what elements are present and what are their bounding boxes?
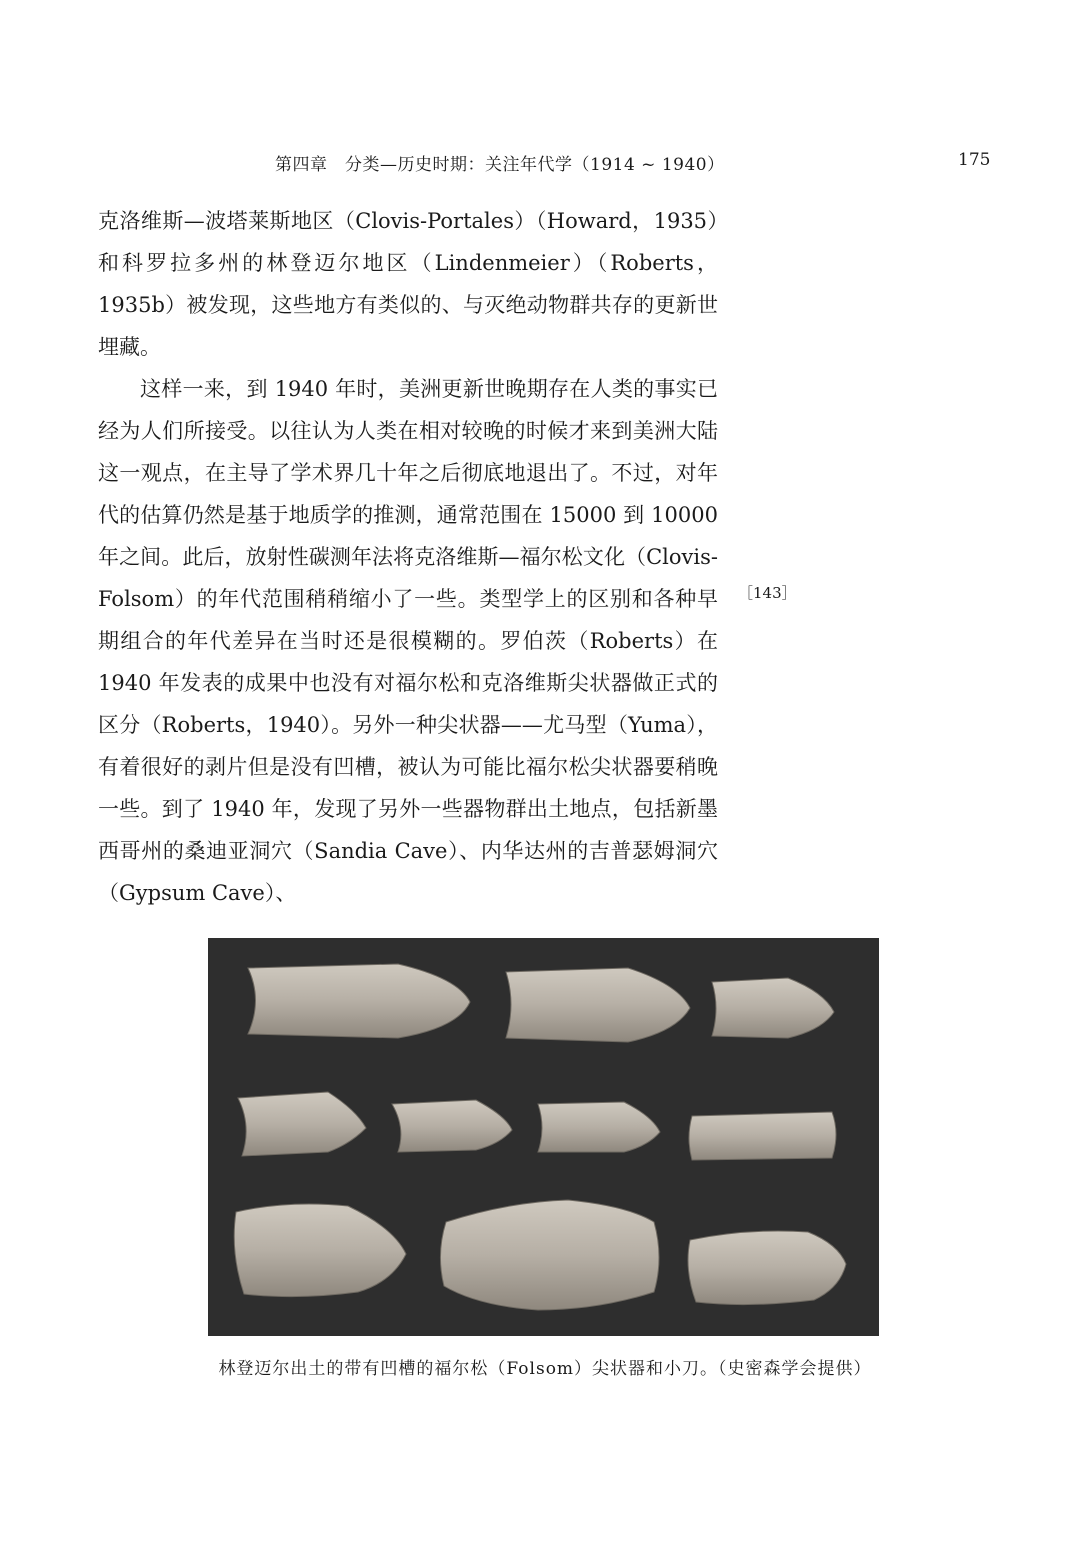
knife-1: [234, 1204, 406, 1297]
folsom-point-3: [712, 978, 834, 1038]
artifact-photo: [208, 938, 879, 1336]
paragraph-2: 这样一来，到 1940 年时，美洲更新世晚期存在人类的事实已经为人们所接受。以往认为人类在相对较晚的时候才来到美洲大陆这一观点，在主导了学术界几十年之后彻底地退出了。不过，对年代的估算仍然是基于地质学的推测，通常范围在 15000 到 10000 年之间。此后，放射性碳测年法将克洛维斯—福尔松文化（Clovis-Folsom）的年代范围稍稍缩小了一些。类型学上的区别和各种早期组合的年代差异在当时还是很模糊的。罗伯茨（Roberts）在 1940 年发表的成果中也没有对福尔松和克洛维斯尖状器做正式的区分（Roberts，1940）。另外一种尖状器——尤马型（Yuma），有着很好的剥片但是没有凹槽，被认为可能比福尔松尖状器要稍晚一些。到了 1940 年，发现了另外一些器物群出土地点，包括新墨西哥州的桑迪亚洞穴（Sandia Cave）、内华达州的吉普瑟姆洞穴（Gypsum Cave）、: [98, 377, 718, 905]
knife-2: [440, 1200, 659, 1310]
folsom-point-2: [506, 968, 690, 1042]
margin-note: ［143］: [738, 584, 797, 602]
knife-3: [688, 1231, 846, 1305]
folsom-point-1: [248, 964, 470, 1038]
page-number: 175: [958, 150, 991, 170]
folsom-point-6: [538, 1102, 660, 1152]
folsom-point-5: [392, 1100, 512, 1152]
folsom-point-4: [238, 1092, 366, 1156]
running-head: 第四章 分类—历史时期：关注年代学（1914 ~ 1940）: [275, 155, 725, 175]
folsom-point-7: [689, 1112, 836, 1160]
paragraph-1: 克洛维斯—波塔莱斯地区（Clovis-Portales）（Howard，1935）和科罗拉多州的林登迈尔地区（Lindenmeier）（Roberts，1935b）被发现，这些地方有类似的、与灭绝动物群共存的更新世埋藏。: [98, 209, 718, 359]
figure-caption: 林登迈尔出土的带有凹槽的福尔松（Folsom）尖状器和小刀。（史密森学会提供）: [218, 1359, 872, 1379]
body-text: [98, 200, 718, 914]
